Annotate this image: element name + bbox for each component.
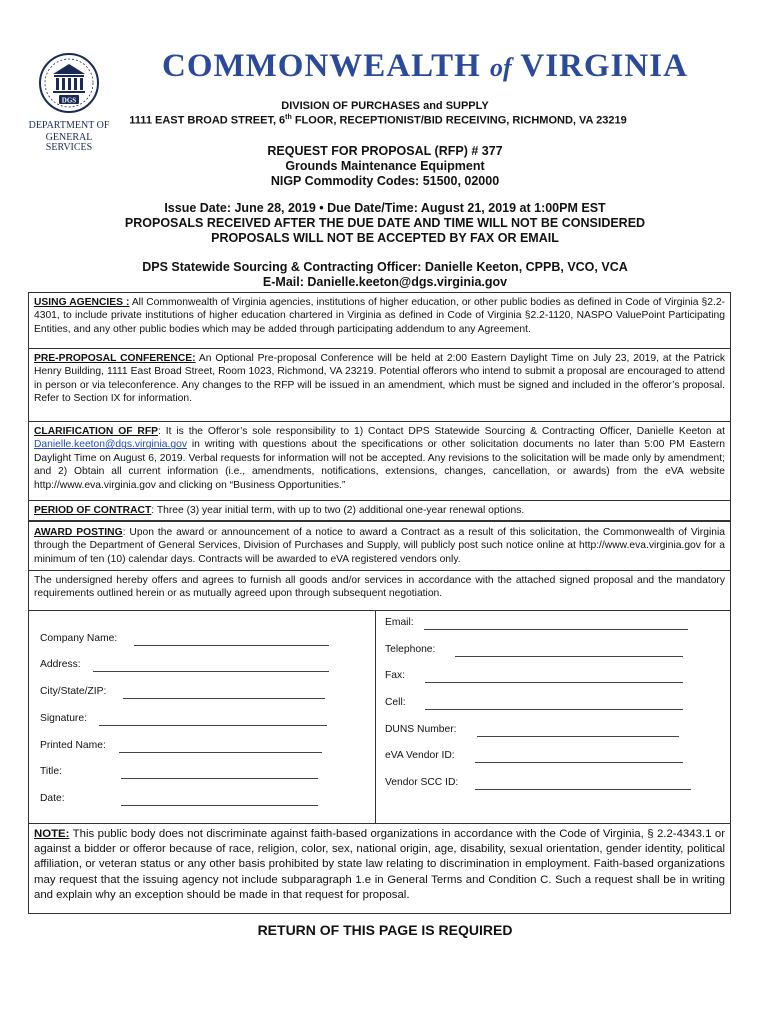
using-agencies-text: All Commonwealth of Virginia agencies, institutions of higher education, or other public bodies as defined in Code of Virginia §2.2-4301, to include private institutions of higher education chartered in Virginia as defined in Code of Virginia §2.2-1120, NASPO ValuePoint Participating Entities, and any other public bodies which may be added through participating addendum to any Agreement. [34,297,725,335]
telephone-field[interactable] [455,656,683,657]
undersigned-section [29,571,730,611]
email-label: Email: [385,617,414,628]
city-state-zip-label: City/State/ZIP: [40,686,107,697]
preproposal-label: PRE-PROPOSAL CONFERENCE: [34,353,196,364]
rfp-title: Grounds Maintenance Equipment [285,159,485,173]
late-proposal-warning: PROPOSALS RECEIVED AFTER THE DUE DATE AND TIME WILL NOT BE CONSIDERED [124,216,646,230]
undersigned-text: The undersigned hereby offers and agrees to furnish all goods and/or services in accordance with the attached signed proposal and the mandatory requirements outlined herein or as mutually agreed upon through subsequent negotiation. [34,575,725,600]
address-label: Address: [40,659,81,670]
eva-vendor-id-field[interactable] [475,762,683,763]
eva-vendor-id-label: eVA Vendor ID: [385,750,455,761]
issue-due-dates: Issue Date: June 28, 2019 • Due Date/Time: August 21, 2019 at 1:00PM EST [164,201,606,215]
vendor-scc-id-field[interactable] [475,789,691,790]
fax-field[interactable] [425,682,683,683]
fax-label: Fax: [385,670,406,681]
company-name-label: Company Name: [40,633,118,644]
duns-number-label: DUNS Number: [385,724,457,735]
duns-number-field[interactable] [477,736,679,737]
title-label: Title: [40,766,62,777]
address-field[interactable] [93,671,329,672]
dgs-logo [28,52,110,153]
wordmark-part2: of [490,53,512,82]
rfp-nigp-codes: NIGP Commodity Codes: 51500, 02000 [270,174,500,188]
officer-email-link[interactable]: Danielle.keeton@dgs.virginia.gov [34,439,187,451]
address-sup: th [285,114,292,121]
clarification-section [29,422,730,501]
vendor-scc-id-label: Vendor SCC ID: [385,777,459,788]
city-state-zip-field[interactable] [123,698,325,699]
rfp-info-box [28,292,731,914]
preproposal-section [29,349,730,422]
form-divider [375,611,376,823]
note-text: This public body does not discriminate against faith-based organizations in accordance with the Code of Virginia, § 2.2-4343.1 or against a bidder or offeror because of race, religion, color, sex, national origin, age, disability, sexual orientation, gender identity, political affiliation, or veteran status or any other basis prohibited by state law relating to discrimination in employment. Faith-based organizations may request that the issuing agency not include subparagraph 1.e in General Terms and Condition C. Such a request shall be in writing and explain why an exception should be made in that request for proposal. [34,828,725,901]
award-posting-section [29,523,730,571]
vendor-form [29,611,730,824]
clarification-label: CLARIFICATION OF RFP [34,426,158,437]
company-name-field[interactable] [134,645,329,646]
logo-caption-line1: DEPARTMENT OF [28,120,110,131]
officer-email: E-Mail: Danielle.keeton@dgs.virginia.gov [262,275,508,289]
logo-caption-line2: GENERAL SERVICES [45,132,93,153]
printed-name-label: Printed Name: [40,740,106,751]
fax-email-warning: PROPOSALS WILL NOT BE ACCEPTED BY FAX OR EMAIL [211,231,559,245]
address-pre: 1111 EAST BROAD STREET, 6 [129,114,286,127]
commonwealth-wordmark [162,48,688,85]
cell-field[interactable] [425,709,683,710]
printed-name-field[interactable] [119,752,322,753]
cell-label: Cell: [385,697,406,708]
address-post: FLOOR, RECEPTIONIST/BID RECEIVING, RICHMOND, VA 23219 [291,114,627,127]
nondiscrimination-note [29,824,730,906]
signature-label: Signature: [40,713,87,724]
using-agencies-section [29,293,730,349]
dgs-badge-text: DGS [61,96,77,105]
award-posting-label: AWARD POSTING [34,527,123,538]
note-label: NOTE: [34,828,70,840]
preproposal-text: An Optional Pre-proposal Conference will be held at 2:00 Eastern Daylight Time on July 23, 2019, at the Patrick Henry Building, 1111 East Broad Street, Room 1023, Richmond, VA 23219. Potential offerors who intend to submit a proposal are encouraged to attend in person or via teleconference. Any changes to the RFP will be issued in an amendment, which must be signed and included in the offeror’s proposal. Refer to Section IX for information. [34,353,726,405]
telephone-label: Telephone: [385,644,436,655]
period-section [29,501,730,522]
signature-field[interactable] [99,725,327,726]
clarification-text-2: in writing with questions about the specifications or other solicitation documents no later than 5:00 PM Eastern Daylight Time on August 6, 2019. Verbal requests for information will not be accepted. Any revisions to the solicitation will be made only by amendment; and 2) Obtain all current information (i.e., amendments, notifications, extensions, changes, cancellation, or awards) from the eVA website http://www.eva.virginia.gov and clicking on “Business Opportunities.” [34,439,725,491]
email-field[interactable] [424,629,688,630]
using-agencies-label: USING AGENCIES : [34,297,130,308]
division-address [118,114,638,127]
date-label: Date: [40,793,65,804]
wordmark-part1: COMMONWEALTH [162,48,481,84]
title-field[interactable] [121,778,318,779]
clarification-text-1: : It is the Offeror’s sole responsibility to 1) Contact DPS Statewide Sourcing & Contracting Officer, Danielle Keeton at [158,426,725,437]
award-posting-text: : Upon the award or announcement of a notice to award a Contract as a result of this solicitation, the Commonwealth of Virginia through the Department of General Services, Division of Purchases and Supply, will publicly post such notice online at http://www.eva.virginia.gov for a minimum of ten (10) calendar days. Contracts will be awarded to eVA registered vendors only. [34,527,725,565]
rfp-number: REQUEST FOR PROPOSAL (RFP) # 377 [267,144,503,158]
contracting-officer: DPS Statewide Sourcing & Contracting Officer: Danielle Keeton, CPPB, VCO, VCA [142,260,628,274]
period-text: : Three (3) year initial term, with up to two (2) additional one-year renewal options. [151,505,525,516]
return-page-notice: RETURN OF THIS PAGE IS REQUIRED [257,922,513,938]
date-field[interactable] [121,805,318,806]
period-label: PERIOD OF CONTRACT [34,505,152,516]
wordmark-part3: VIRGINIA [520,48,688,84]
division-heading: DIVISION OF PURCHASES and SUPPLY [281,100,489,112]
